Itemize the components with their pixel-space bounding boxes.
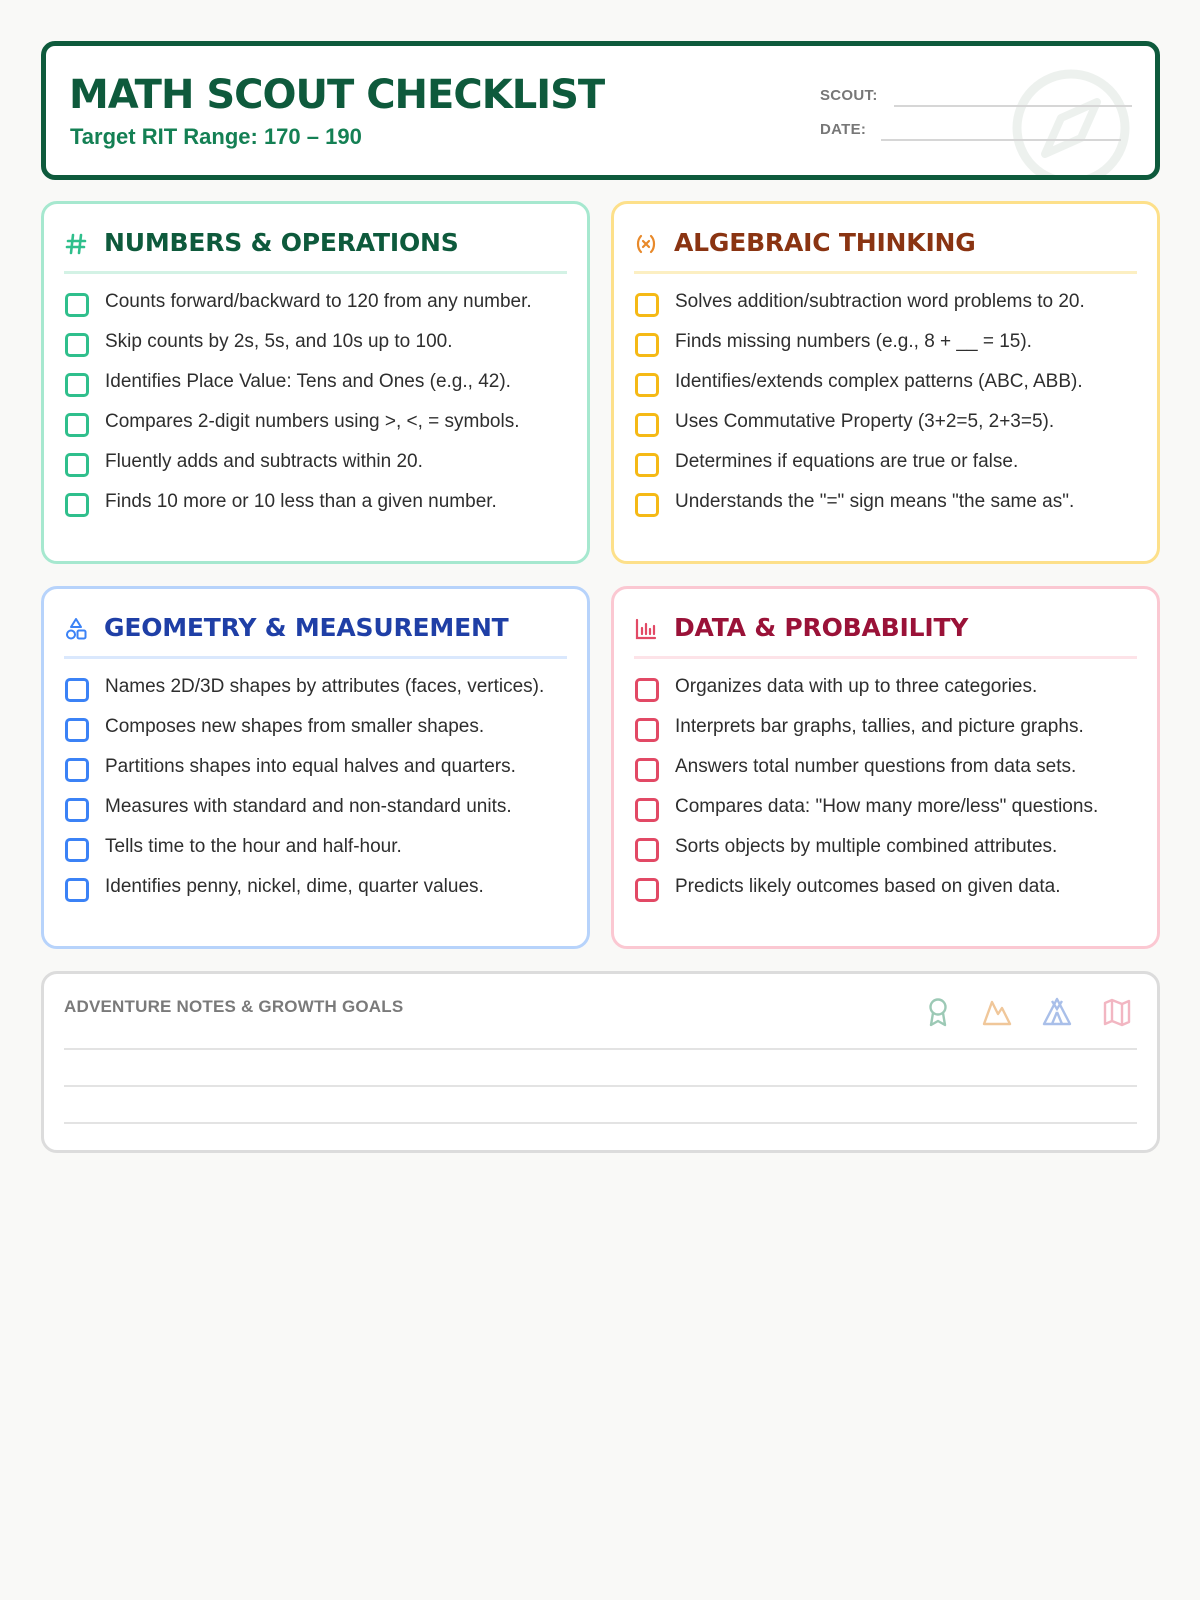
shapes-icon [64, 617, 88, 641]
card-title: NUMBERS & OPERATIONS [104, 228, 459, 257]
hash-icon [64, 232, 88, 256]
mountain-icon [981, 996, 1013, 1028]
numbers-operations-card [41, 201, 590, 564]
map-icon [1101, 996, 1133, 1028]
checklist-item-label: Skip counts by 2s, 5s, and 10s up to 100. [105, 331, 453, 352]
data-probability-card [611, 586, 1160, 949]
checklist-item[interactable] [634, 488, 1143, 516]
checklist-item[interactable] [64, 713, 573, 741]
checklist-item-label: Predicts likely outcomes based on given data. [675, 876, 1061, 897]
date-label: DATE: [820, 121, 867, 138]
checklist-item[interactable] [634, 673, 1143, 701]
checkbox[interactable] [635, 758, 659, 782]
checklist-item-label: Measures with standard and non-standard units. [105, 796, 512, 817]
checklist-item[interactable] [634, 448, 1143, 476]
checklist-item[interactable] [634, 288, 1143, 316]
checkbox[interactable] [65, 678, 89, 702]
adventure-notes-panel [41, 971, 1160, 1153]
checkbox[interactable] [65, 878, 89, 902]
card-header [64, 228, 567, 274]
notes-line[interactable] [64, 1085, 1137, 1087]
checkbox[interactable] [65, 718, 89, 742]
notes-title: ADVENTURE NOTES & GROWTH GOALS [64, 997, 404, 1016]
checklist-item-label: Interprets bar graphs, tallies, and picture graphs. [675, 716, 1084, 737]
checklist-item-label: Determines if equations are true or false. [675, 451, 1019, 472]
checkbox[interactable] [635, 293, 659, 317]
notes-line[interactable] [64, 1048, 1137, 1050]
checklist-item-label: Uses Commutative Property (3+2=5, 2+3=5). [675, 411, 1055, 432]
checklist-item-label: Understands the "=" sign means "the same as". [675, 491, 1075, 512]
checklist-item-label: Identifies Place Value: Tens and Ones (e.g., 42). [105, 371, 511, 392]
checkbox[interactable] [635, 718, 659, 742]
date-field[interactable] [881, 139, 1121, 141]
checklist-item-label: Identifies penny, nickel, dime, quarter values. [105, 876, 484, 897]
checkbox[interactable] [635, 838, 659, 862]
checklist-item[interactable] [634, 408, 1143, 436]
checklist-item[interactable] [634, 713, 1143, 741]
checklist-item-label: Sorts objects by multiple combined attributes. [675, 836, 1058, 857]
checklist-item-label: Answers total number questions from data sets. [675, 756, 1077, 777]
scout-field[interactable] [894, 105, 1132, 107]
page-subtitle: Target RIT Range: 170 – 190 [70, 124, 362, 149]
compass-icon [1009, 66, 1133, 180]
checkbox[interactable] [65, 453, 89, 477]
checklist-item-label: Fluently adds and subtracts within 20. [105, 451, 423, 472]
card-title: ALGEBRAIC THINKING [674, 228, 976, 257]
card-title: GEOMETRY & MEASUREMENT [104, 613, 509, 642]
checklist-item[interactable] [64, 408, 573, 436]
checkbox[interactable] [65, 838, 89, 862]
card-header [634, 228, 1137, 274]
checklist-item[interactable] [634, 793, 1143, 821]
checkbox[interactable] [635, 678, 659, 702]
tent-icon [1041, 996, 1073, 1028]
variable-icon [634, 232, 658, 256]
checkbox[interactable] [65, 293, 89, 317]
checkbox[interactable] [65, 798, 89, 822]
checkbox[interactable] [65, 373, 89, 397]
award-icon [922, 996, 954, 1028]
checklist-item-label: Counts forward/backward to 120 from any number. [105, 291, 532, 312]
checklist-item-label: Solves addition/subtraction word problems to 20. [675, 291, 1085, 312]
checklist [64, 673, 573, 913]
checklist-item[interactable] [64, 288, 573, 316]
checklist-item[interactable] [64, 328, 573, 356]
checklist-item[interactable] [64, 833, 573, 861]
checklist-item[interactable] [64, 488, 573, 516]
geometry-measurement-card [41, 586, 590, 949]
checkbox[interactable] [65, 493, 89, 517]
checklist-item[interactable] [64, 368, 573, 396]
page-title: MATH SCOUT CHECKLIST [69, 72, 605, 118]
checklist-item-label: Finds missing numbers (e.g., 8 + __ = 15). [675, 331, 1032, 352]
checkbox[interactable] [635, 493, 659, 517]
checklist-item-label: Organizes data with up to three categories. [675, 676, 1038, 697]
card-header [64, 613, 567, 659]
checklist [634, 673, 1143, 913]
checklist-item[interactable] [634, 833, 1143, 861]
checkbox[interactable] [635, 453, 659, 477]
checklist-item-label: Identifies/extends complex patterns (ABC, ABB). [675, 371, 1083, 392]
checklist-item[interactable] [64, 673, 573, 701]
checklist-item[interactable] [64, 873, 573, 901]
checkbox[interactable] [635, 413, 659, 437]
checkbox[interactable] [635, 798, 659, 822]
card-header [634, 613, 1137, 659]
checklist-item-label: Tells time to the hour and half-hour. [105, 836, 402, 857]
checkbox[interactable] [65, 758, 89, 782]
checklist-item-label: Compares data: "How many more/less" questions. [675, 796, 1099, 817]
checklist-item-label: Composes new shapes from smaller shapes. [105, 716, 485, 737]
checkbox[interactable] [635, 373, 659, 397]
checkbox[interactable] [635, 878, 659, 902]
card-title: DATA & PROBABILITY [674, 613, 969, 642]
checkbox[interactable] [65, 413, 89, 437]
checklist-item[interactable] [634, 753, 1143, 781]
checkbox[interactable] [635, 333, 659, 357]
checklist-item[interactable] [634, 368, 1143, 396]
checkbox[interactable] [65, 333, 89, 357]
checklist-item-label: Compares 2-digit numbers using >, <, = symbols. [105, 411, 520, 432]
checklist-item[interactable] [64, 793, 573, 821]
checklist-item-label: Partitions shapes into equal halves and quarters. [105, 756, 516, 777]
checklist-item-label: Names 2D/3D shapes by attributes (faces, vertices). [105, 676, 545, 697]
checklist-item[interactable] [634, 328, 1143, 356]
notes-line[interactable] [64, 1122, 1137, 1124]
scout-label: SCOUT: [820, 87, 878, 104]
checklist-header [41, 41, 1160, 180]
checklist-item[interactable] [64, 753, 573, 781]
checklist-item-label: Finds 10 more or 10 less than a given number. [105, 491, 497, 512]
checklist-item[interactable] [64, 448, 573, 476]
checklist [64, 288, 573, 528]
bar-chart-icon [634, 617, 658, 641]
algebraic-thinking-card [611, 201, 1160, 564]
checklist [634, 288, 1143, 528]
checklist-item[interactable] [634, 873, 1143, 901]
